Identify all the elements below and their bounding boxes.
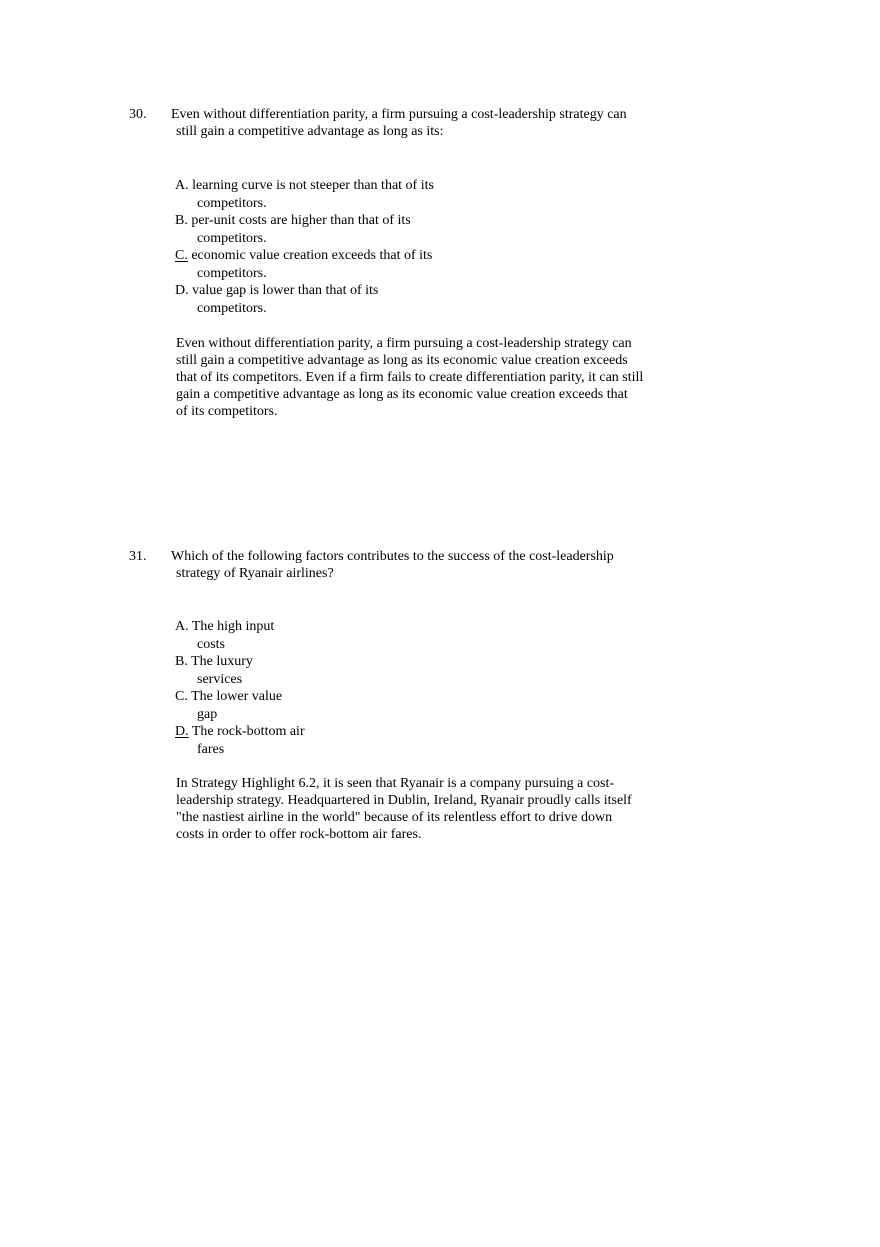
option-letter: B. <box>175 654 188 669</box>
option-letter-correct: D. <box>175 724 189 739</box>
option-text: costs <box>197 636 225 652</box>
answer-explanation <box>176 775 632 843</box>
option-a <box>175 177 434 212</box>
explanation-line: of its competitors. <box>176 404 278 419</box>
option-letter: D. <box>175 283 189 298</box>
question-stem <box>171 106 671 140</box>
option-text: gap <box>197 706 218 722</box>
explanation-line: that of its competitors. Even if a firm fails to create differentiation parity, it can still <box>176 370 644 385</box>
option-text: fares <box>197 741 225 757</box>
option-text: per-unit costs are higher than that of its <box>191 213 411 228</box>
question-number: 31. <box>129 549 147 564</box>
option-c <box>175 688 305 723</box>
option-text: services <box>197 671 243 687</box>
answer-explanation <box>176 335 643 420</box>
stem-line: Even without differentiation parity, a firm pursuing a cost-leadership strategy can <box>171 107 627 122</box>
explanation-line: "the nastiest airline in the world" because of its relentless effort to drive down <box>176 810 613 825</box>
option-b <box>175 653 305 688</box>
option-text: competitors. <box>197 265 267 281</box>
option-a <box>175 618 305 653</box>
stem-line: Which of the following factors contributes to the success of the cost-leadership <box>171 549 614 564</box>
explanation-line: In Strategy Highlight 6.2, it is seen that Ryanair is a company pursuing a cost- <box>176 776 615 791</box>
option-text: learning curve is not steeper than that of its <box>192 178 434 193</box>
option-text: value gap is lower than that of its <box>192 283 379 298</box>
stem-line: still gain a competitive advantage as long as its: <box>176 124 444 139</box>
option-b <box>175 212 434 247</box>
explanation-line: costs in order to offer rock-bottom air fares. <box>176 827 422 842</box>
option-letter: C. <box>175 689 188 704</box>
option-text: competitors. <box>197 195 267 211</box>
option-text: economic value creation exceeds that of its <box>191 248 433 263</box>
stem-line: strategy of Ryanair airlines? <box>176 566 334 581</box>
explanation-line: Even without differentiation parity, a firm pursuing a cost-leadership strategy can <box>176 336 632 351</box>
explanation-line: leadership strategy. Headquartered in Dublin, Ireland, Ryanair proudly calls itself <box>176 793 632 808</box>
option-letter-correct: C. <box>175 248 188 263</box>
question-number: 30. <box>129 107 147 122</box>
explanation-line: gain a competitive advantage as long as its economic value creation exceeds that <box>176 387 628 402</box>
option-text: competitors. <box>197 230 267 246</box>
option-text: The luxury <box>191 654 253 669</box>
question-stem <box>171 548 671 582</box>
option-text: The high input <box>191 619 275 634</box>
option-d <box>175 282 434 317</box>
option-text: The rock-bottom air <box>191 724 305 739</box>
option-text: The lower value <box>191 689 283 704</box>
option-letter: A. <box>175 178 189 193</box>
option-c <box>175 247 434 282</box>
answer-options <box>175 177 434 317</box>
option-letter: A. <box>175 619 189 634</box>
explanation-line: still gain a competitive advantage as long as its economic value creation exceeds <box>176 353 628 368</box>
option-text: competitors. <box>197 300 267 316</box>
option-letter: B. <box>175 213 188 228</box>
answer-options <box>175 618 305 758</box>
option-d <box>175 723 305 758</box>
